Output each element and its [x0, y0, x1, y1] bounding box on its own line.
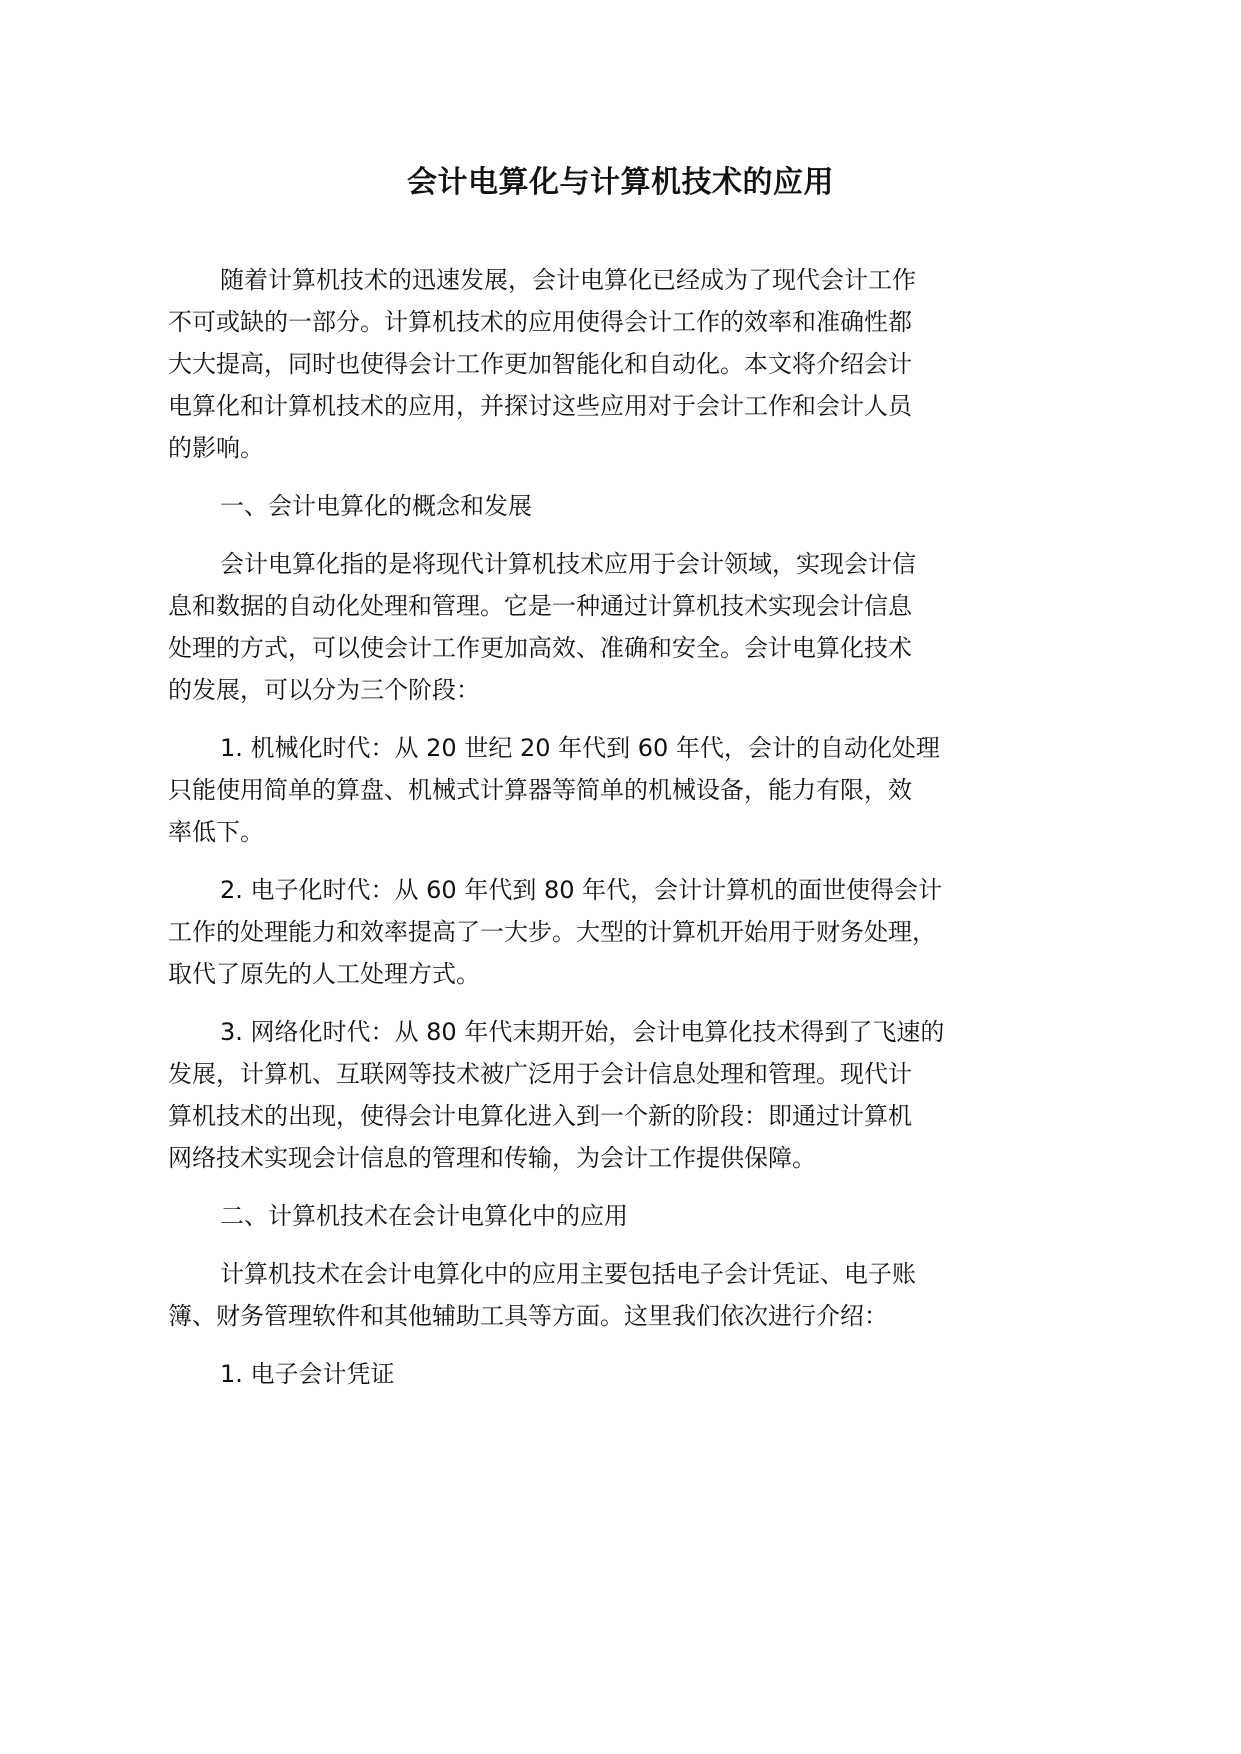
- paragraph-line: 息和数据的自动化处理和管理。它是一种通过计算机技术实现会计信息: [168, 592, 912, 620]
- list-item-line: 3. 网络化时代：从 80 年代末期开始，会计电算化技术得到了飞速的: [220, 1018, 945, 1046]
- document-title: 会计电算化与计算机技术的应用: [407, 165, 834, 200]
- list-item-line: 网络技术实现会计信息的管理和传输，为会计工作提供保障。: [168, 1144, 816, 1172]
- list-item-line: 发展，计算机、互联网等技术被广泛用于会计信息处理和管理。现代计: [168, 1060, 912, 1088]
- section-heading-1: [168, 485, 1128, 527]
- paragraph-line: 的影响。: [168, 434, 264, 462]
- section-heading-2: [168, 1195, 1128, 1237]
- list-item-line: 2. 电子化时代：从 60 年代到 80 年代，会计计算机的面世使得会计: [220, 876, 943, 904]
- section-heading-text: 二、计算机技术在会计电算化中的应用: [220, 1202, 628, 1230]
- application-paragraph: [168, 1253, 1128, 1337]
- paragraph-line: 的发展，可以分为三个阶段：: [168, 676, 480, 704]
- list-item-electronization: [168, 869, 1128, 995]
- paragraph-line: 电算化和计算机技术的应用，并探讨这些应用对于会计工作和会计人员: [168, 392, 912, 420]
- list-item-line: 取代了原先的人工处理方式。: [168, 960, 480, 988]
- list-item-line: 率低下。: [168, 818, 264, 846]
- section-heading-text: 一、会计电算化的概念和发展: [220, 492, 532, 520]
- list-item-mechanization: [168, 727, 1128, 853]
- document-body: [168, 259, 1128, 1411]
- paragraph-line: 会计电算化指的是将现代计算机技术应用于会计领域，实现会计信: [220, 550, 916, 578]
- list-item-line: 1. 机械化时代：从 20 世纪 20 年代到 60 年代，会计的自动化处理: [220, 734, 940, 762]
- list-item-electronic-voucher: [168, 1353, 1128, 1395]
- list-item-line: 只能使用简单的算盘、机械式计算器等简单的机械设备，能力有限，效: [168, 776, 912, 804]
- list-item-line: 算机技术的出现，使得会计电算化进入到一个新的阶段：即通过计算机: [168, 1102, 912, 1130]
- paragraph-line: 处理的方式，可以使会计工作更加高效、准确和安全。会计电算化技术: [168, 634, 912, 662]
- paragraph-line: 随着计算机技术的迅速发展，会计电算化已经成为了现代会计工作: [220, 266, 916, 294]
- intro-paragraph: [168, 259, 1128, 469]
- list-item-line: 工作的处理能力和效率提高了一大步。大型的计算机开始用于财务处理，: [168, 918, 936, 946]
- list-item-line: 1. 电子会计凭证: [220, 1360, 395, 1388]
- paragraph-line: 簿、财务管理软件和其他辅助工具等方面。这里我们依次进行介绍：: [168, 1302, 888, 1330]
- paragraph-line: 不可或缺的一部分。计算机技术的应用使得会计工作的效率和准确性都: [168, 308, 912, 336]
- paragraph-line: 大大提高，同时也使得会计工作更加智能化和自动化。本文将介绍会计: [168, 350, 912, 378]
- paragraph-line: 计算机技术在会计电算化中的应用主要包括电子会计凭证、电子账: [220, 1260, 916, 1288]
- concept-paragraph: [168, 543, 1128, 711]
- list-item-networking: [168, 1011, 1128, 1179]
